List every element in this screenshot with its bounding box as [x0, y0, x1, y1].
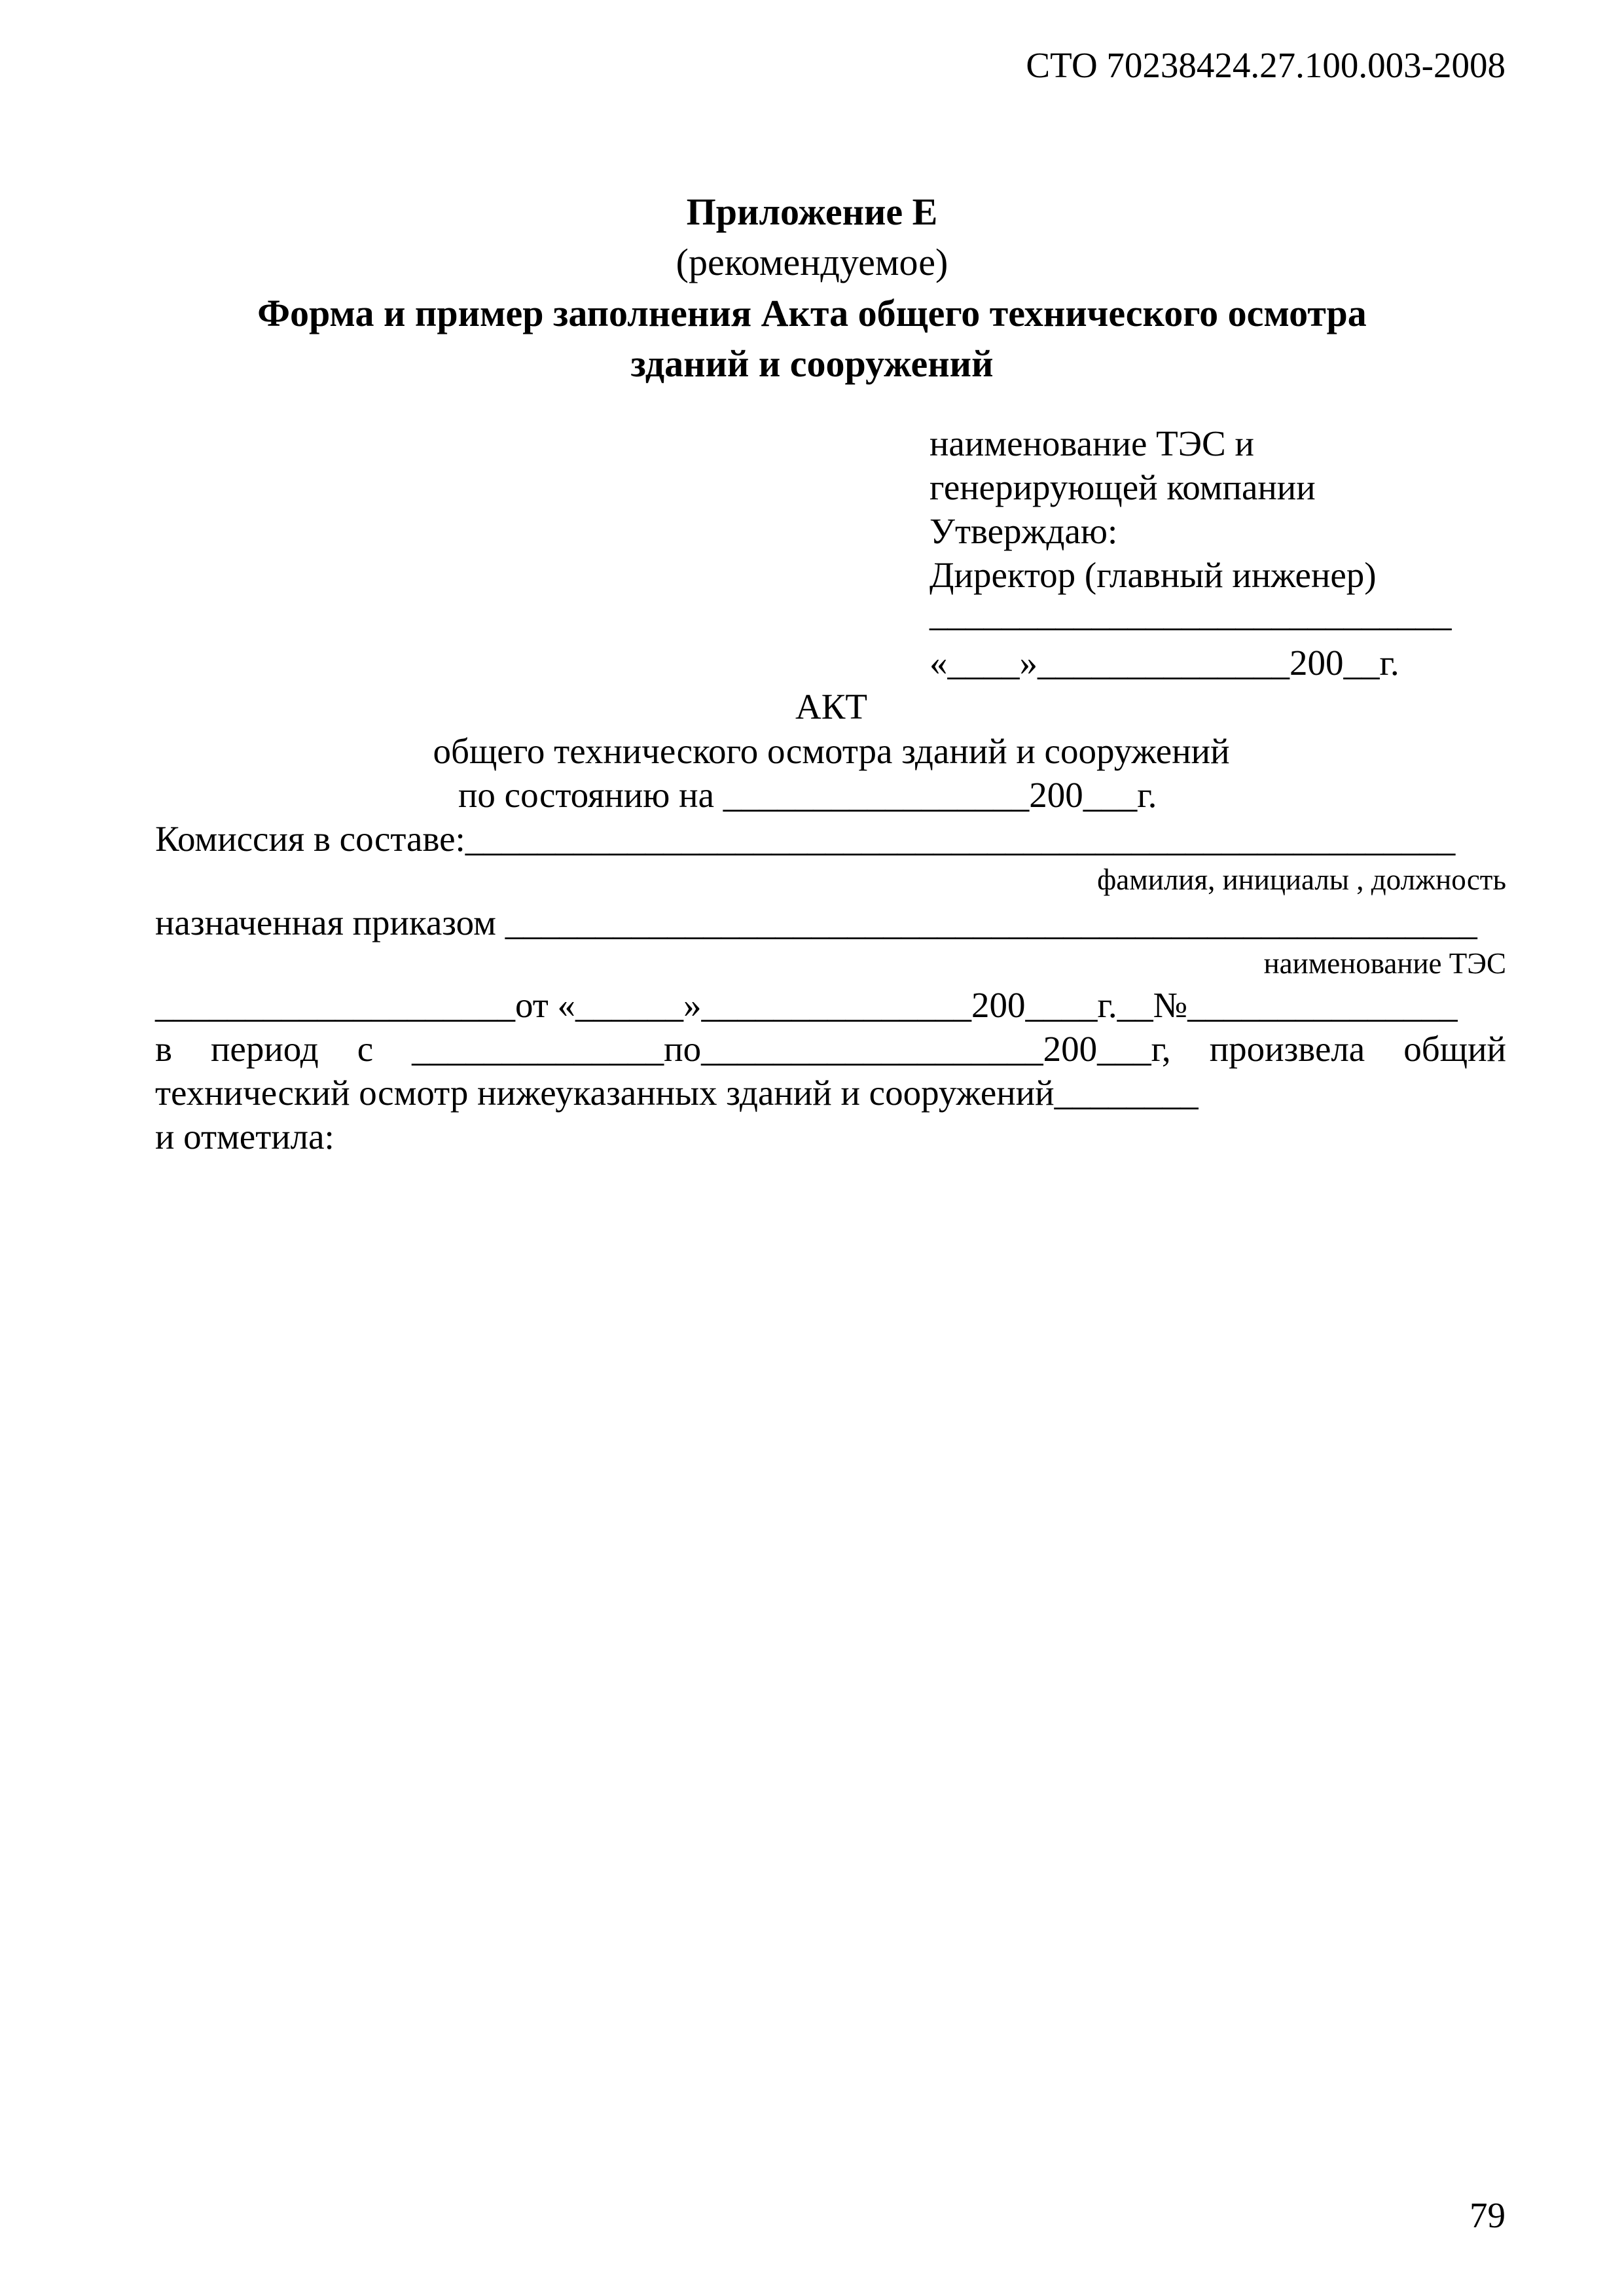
noted-line: и отметила:: [155, 1117, 334, 1157]
period-word-3: с: [357, 1029, 374, 1069]
period-word-4: ______________по___________________200___г,: [412, 1029, 1171, 1069]
appendix-title-line-2: зданий и сооружений: [630, 342, 994, 385]
order-line: назначенная приказом ______________________________________________________: [155, 903, 1477, 942]
commission-hint: фамилия, инициалы , должность: [1097, 863, 1506, 896]
period-word-6: общий: [1403, 1029, 1506, 1069]
appendix-label: Приложение Е: [686, 190, 938, 233]
appendix-title-line-1: Форма и пример заполнения Акта общего технического осмотра: [257, 292, 1367, 334]
period-word-2: период: [211, 1029, 319, 1069]
period-word-5: произвела: [1209, 1029, 1365, 1069]
approval-org-line-2: генерирующей компании: [929, 467, 1316, 507]
document-code: СТО 70238424.27.100.003-2008: [1026, 45, 1506, 85]
inspection-period-line: [155, 1031, 1506, 1067]
order-date-line: ____________________от «______»_______________200____г.__№_______________: [155, 985, 1458, 1025]
act-subtitle: общего технического осмотра зданий и сооружений: [433, 731, 1230, 771]
appendix-status: (рекомендуемое): [676, 241, 948, 283]
page-number: 79: [1470, 2195, 1506, 2235]
approval-signature-line: _____________________________: [929, 594, 1452, 634]
approval-org-line-1: наименование ТЭС и: [929, 423, 1254, 463]
approval-position: Директор (главный инженер): [929, 555, 1377, 595]
period-word-1: в: [155, 1029, 172, 1069]
approval-approve: Утверждаю:: [929, 511, 1118, 551]
inspection-line: технический осмотр нижеуказанных зданий и сооружений________: [155, 1073, 1199, 1113]
act-title: АКТ: [795, 687, 867, 726]
act-as-of-date: по состоянию на _________________200___г.: [458, 775, 1157, 815]
commission-line: Комиссия в составе:_______________________________________________________: [155, 819, 1456, 859]
approval-date-line: «____»______________200__г.: [929, 643, 1399, 683]
order-hint: наименование ТЭС: [1263, 947, 1506, 980]
